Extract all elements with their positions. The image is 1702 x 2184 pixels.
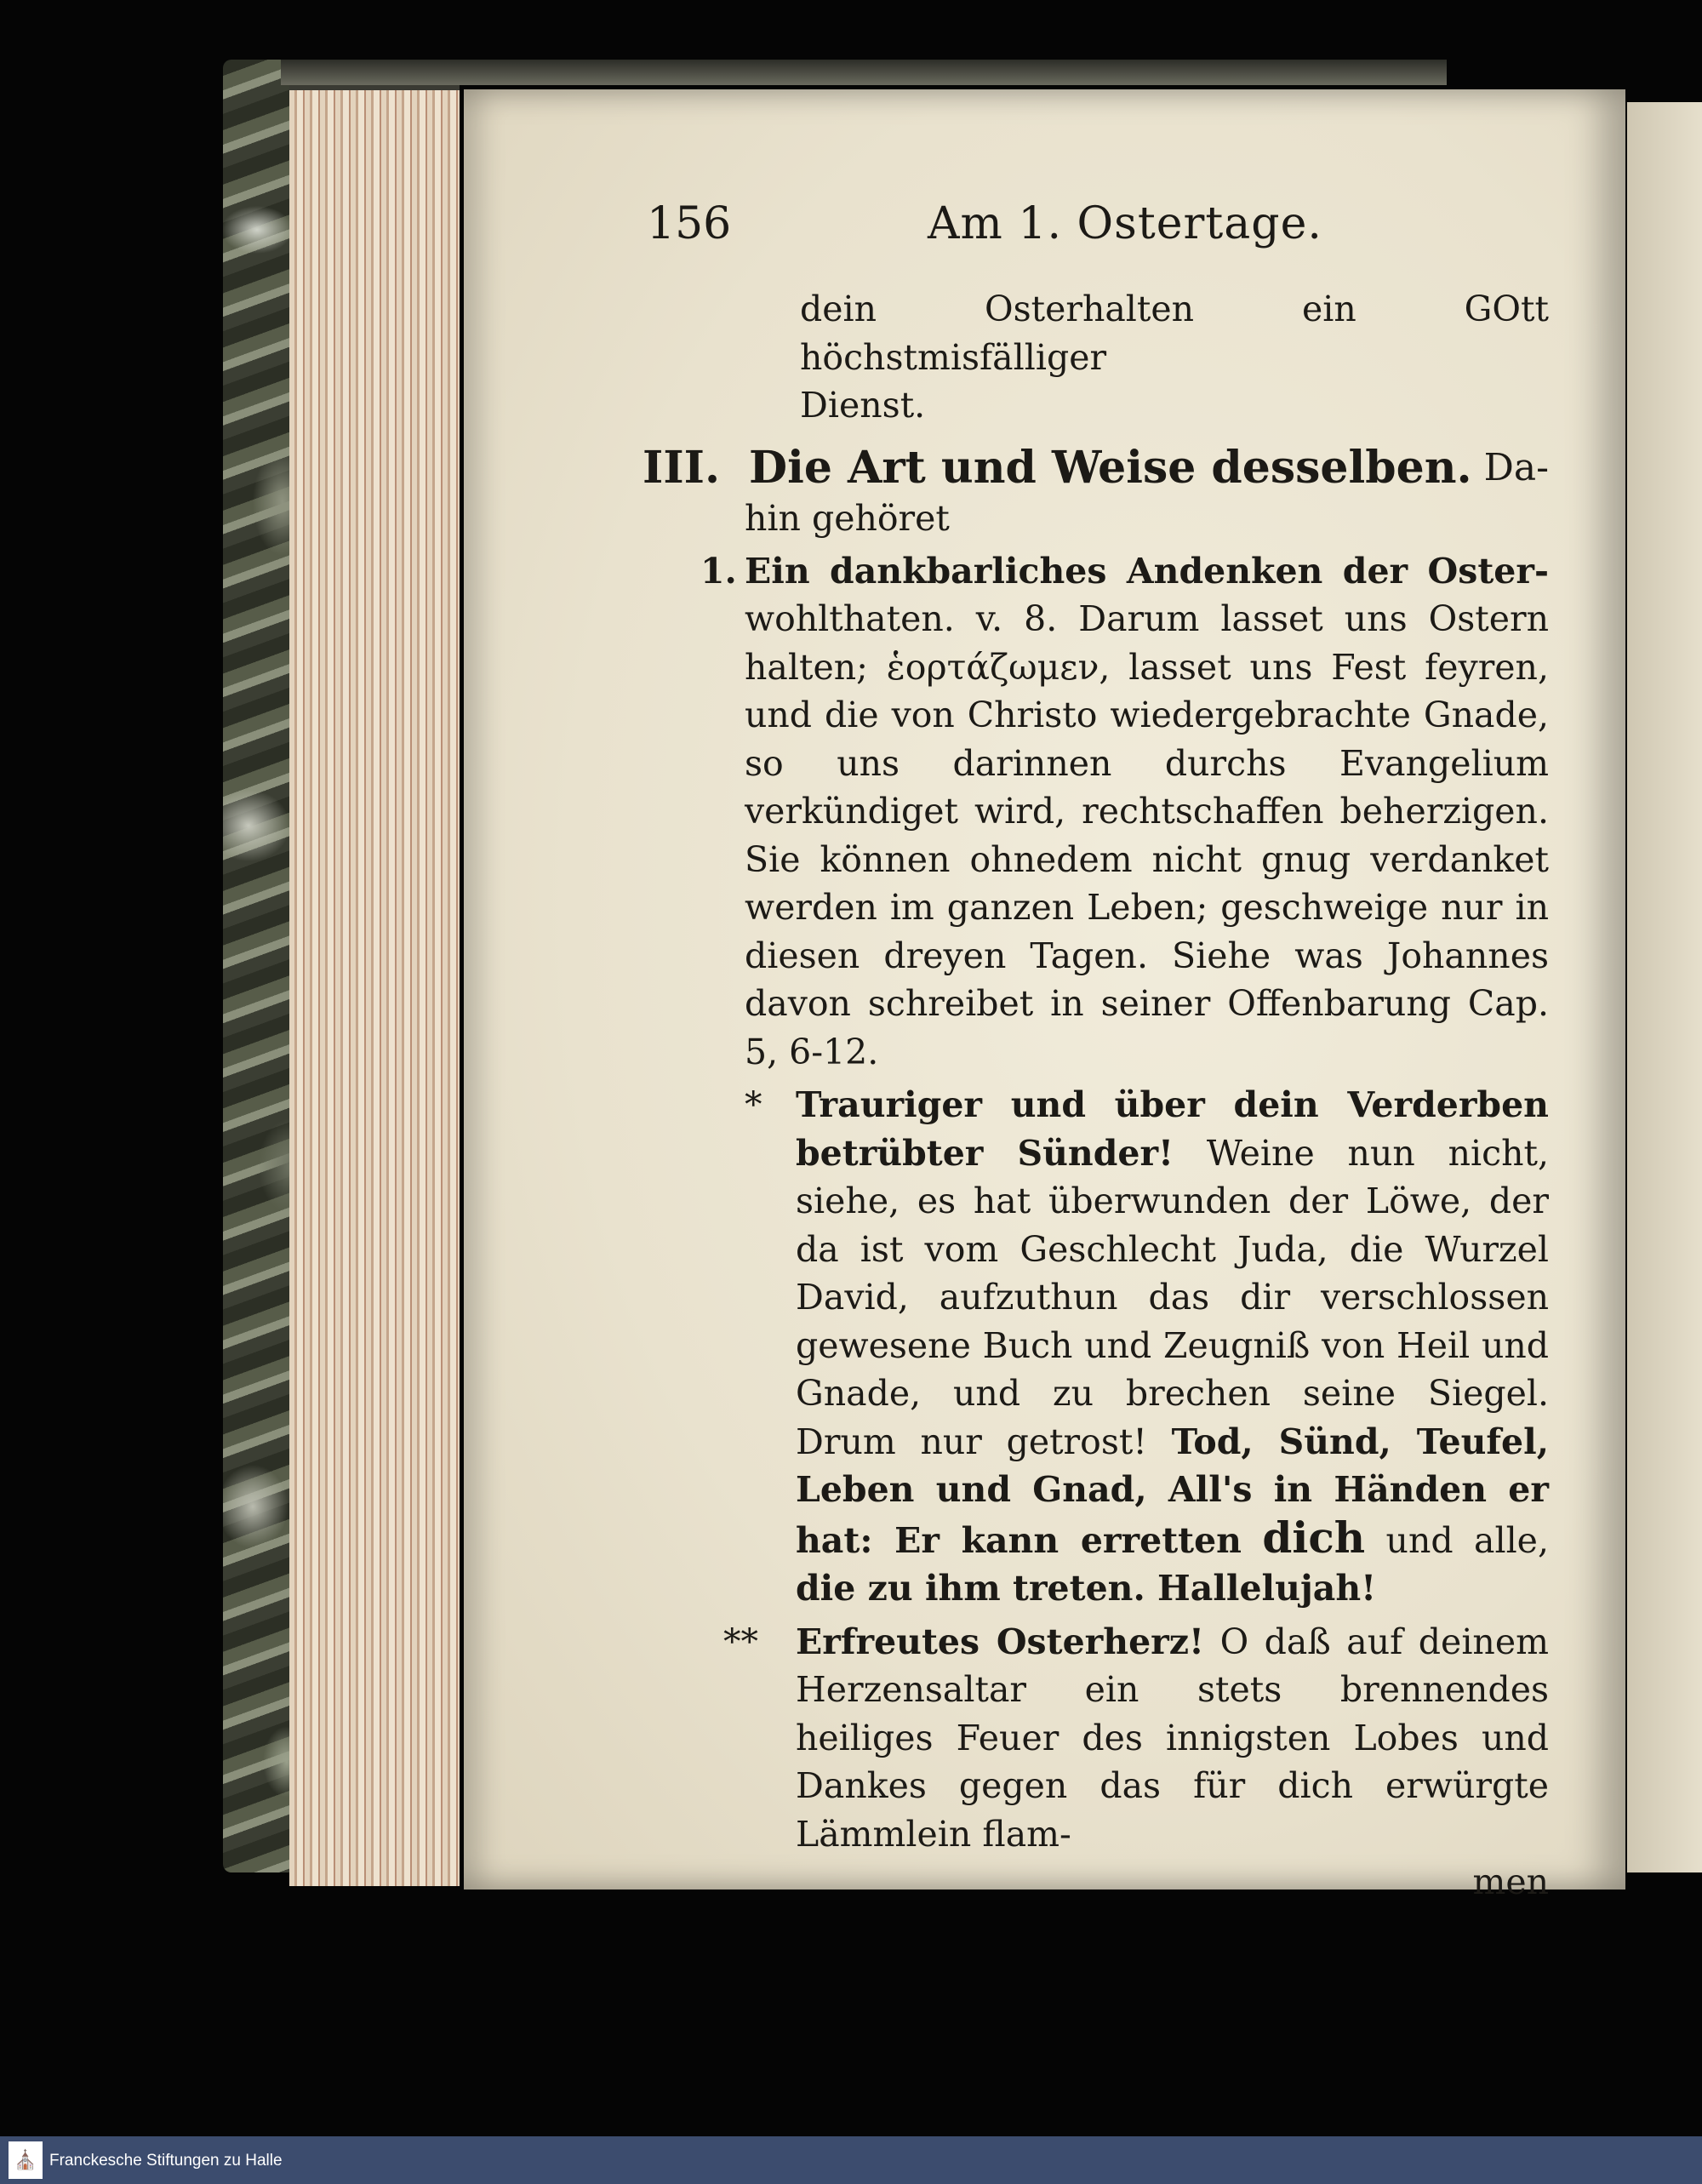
section-tail: Da- <box>1483 445 1549 489</box>
footer-bar <box>0 2136 1702 2184</box>
running-head: Am 1. Ostertage. <box>928 198 1322 249</box>
note-marker: * <box>745 1084 762 1125</box>
list-item <box>700 547 1549 1077</box>
note-marker: ** <box>723 1621 758 1662</box>
footnote-1 <box>745 1081 1549 1613</box>
paragraph-continuation <box>800 285 1549 430</box>
item-number: 1. <box>700 550 737 592</box>
page-text <box>643 192 1549 1906</box>
footnote-2 <box>723 1618 1549 1859</box>
page-number: 156 <box>647 198 732 249</box>
note-emphasis: dich <box>1262 1512 1366 1563</box>
item-text: wohlthaten. v. 8. Darum lasset uns Ostern halten; ἑορτάζωμεν, lasset uns Fest feyren, und die von Christo wiedergebrachte Gnade, so uns darinnen durchs Evangelium verkündiget wird, rechtschaffen beherzigen. Sie können ohnedem nicht gnug verdanket werden im ganzen Leben; geschweige nur in diesen dreyen Tagen. Siehe was Johannes davon schreibet in seiner Offenbarung Cap. 5, 6-12. <box>745 598 1549 1072</box>
institution-logo-icon: ⛪ <box>9 2141 43 2179</box>
note-text: Weine nun nicht, siehe, es hat überwunden der Löwe, der da ist vom Geschlecht Juda, die Wurzel David, aufzuthun das dir verschlossen gewesene Buch und Zeugniß von Heil und Gnade, und zu brechen seine Siegel. Drum nur getrost! <box>796 1132 1549 1462</box>
text-line: dein Osterhalten ein GOtt höchstmisfälliger <box>800 289 1549 378</box>
note-text: O daß auf deinem Herzensaltar ein stets brennendes heiliges Feuer des innigsten Lobes und Dankes gegen das für dich erwürgte Lämmlein flam- <box>796 1621 1549 1855</box>
section-number: III. <box>643 441 721 494</box>
catchword: men <box>1472 1861 1549 1902</box>
book-top-edge <box>281 60 1447 85</box>
note-bold: Tod, Sünd, Teufel, Leben und Gnad, All's in Händen er hat: Er kann erretten <box>796 1421 1549 1561</box>
item-lead: Ein dankbarliches Andenken der Oster- <box>745 550 1549 592</box>
section-continuation: hin gehöret <box>745 497 950 539</box>
note-end: die zu ihm treten. Hallelujah! <box>796 1568 1377 1609</box>
note-lead: Erfreutes Osterherz! <box>796 1621 1205 1662</box>
note-lead: Trauriger und über dein Verderben betrübter Sünder! <box>796 1084 1549 1174</box>
section-heading <box>643 442 1549 495</box>
page-edges <box>289 85 460 1886</box>
facing-page-edge <box>1627 102 1702 1872</box>
note-mid: und alle, <box>1385 1519 1549 1561</box>
page-header <box>647 192 1549 285</box>
footer-label: Franckesche Stiftungen zu Halle <box>49 2152 283 2170</box>
text-line: Dienst. <box>800 385 926 426</box>
section-title: Die Art und Weise desselben. <box>749 441 1472 494</box>
